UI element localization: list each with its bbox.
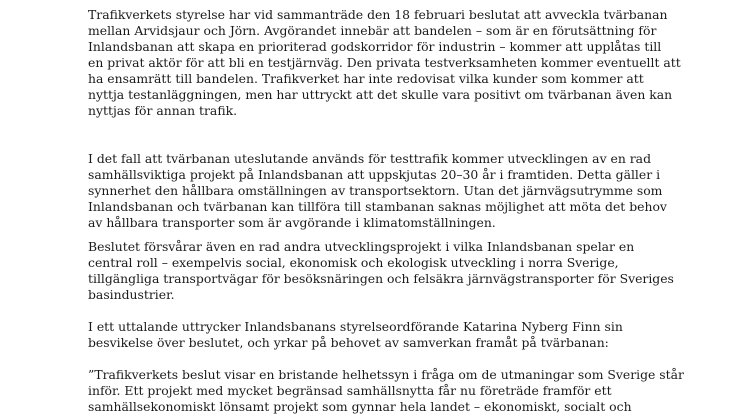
text-line: nyttjas för annan trafik.	[88, 103, 238, 118]
text-line: besvikelse över beslutet, och yrkar på behovet av samverkan framåt på tvärbanan:	[88, 335, 609, 350]
text-line: I det fall att tvärbanan uteslutande används för testtrafik kommer utvecklingen av en rad	[88, 151, 652, 166]
text-line: ”Trafikverkets beslut visar en bristande helhetssyn i fråga om de utmaningar som Sverige står	[88, 367, 684, 382]
text-line: Inlandsbanan och tvärbanan kan tillföra till stambanan saknas möjlighet att möta det behov	[88, 199, 667, 214]
text-line: central roll – exempelvis social, ekonomisk och ekologisk utveckling i norra Sverige,	[88, 255, 619, 270]
paragraph-decision	[88, 7, 681, 119]
text-line: basindustrier.	[88, 287, 175, 302]
text-line: synnerhet den hållbara omställningen av transportsektorn. Utan det järnvägsutrymme som	[88, 183, 663, 198]
text-line: samhällsviktiga projekt på Inlandsbanan att uppskjutas 20–30 år i framtiden. Detta gäller i	[88, 167, 661, 182]
text-line: mellan Arvidsjaur och Jörn. Avgörandet innebär att bandelen – som är en förutsättning för	[88, 23, 657, 38]
text-line: en privat aktör för att bli en testjärnväg. Den privata testverksamheten kommer eventuellt att	[88, 55, 681, 70]
paragraph-other-projects	[88, 239, 674, 303]
text-line: I ett uttalande uttrycker Inlandsbanans styrelseordförande Katarina Nyberg Finn sin	[88, 319, 623, 334]
text-line: Trafikverkets styrelse har vid sammanträde den 18 februari beslutat att avveckla tvärbanan	[88, 7, 668, 22]
paragraph-consequences	[88, 151, 667, 231]
text-line: av hållbara transporter som är avgörande i klimatomställningen.	[88, 215, 496, 230]
paragraph-quote	[88, 367, 684, 415]
text-line: Inlandsbanan att skapa en prioriterad godskorridor för industrin – kommer att upplåtas till	[88, 39, 662, 54]
text-line: nyttja testanläggningen, men har uttryckt att det skulle vara positivt om tvärbanan även kan	[88, 87, 673, 102]
text-line: tillgängliga transportvägar för besöksnäringen och felsäkra järnvägstransporter för Sveriges	[88, 271, 674, 286]
text-line: samhällsekonomiskt lönsamt projekt som gynnar hela landet – ekonomiskt, socialt och	[88, 399, 632, 414]
text-line: ha ensamrätt till bandelen. Trafikverket har inte redovisat vilka kunder som kommer att	[88, 71, 644, 86]
text-line: Beslutet försvårar även en rad andra utvecklingsprojekt i vilka Inlandsbanan spelar en	[88, 239, 635, 254]
text-line: inför. Ett projekt med mycket begränsad samhällsnytta får nu företräde framför ett	[88, 383, 612, 398]
paragraph-statement-intro	[88, 319, 623, 351]
